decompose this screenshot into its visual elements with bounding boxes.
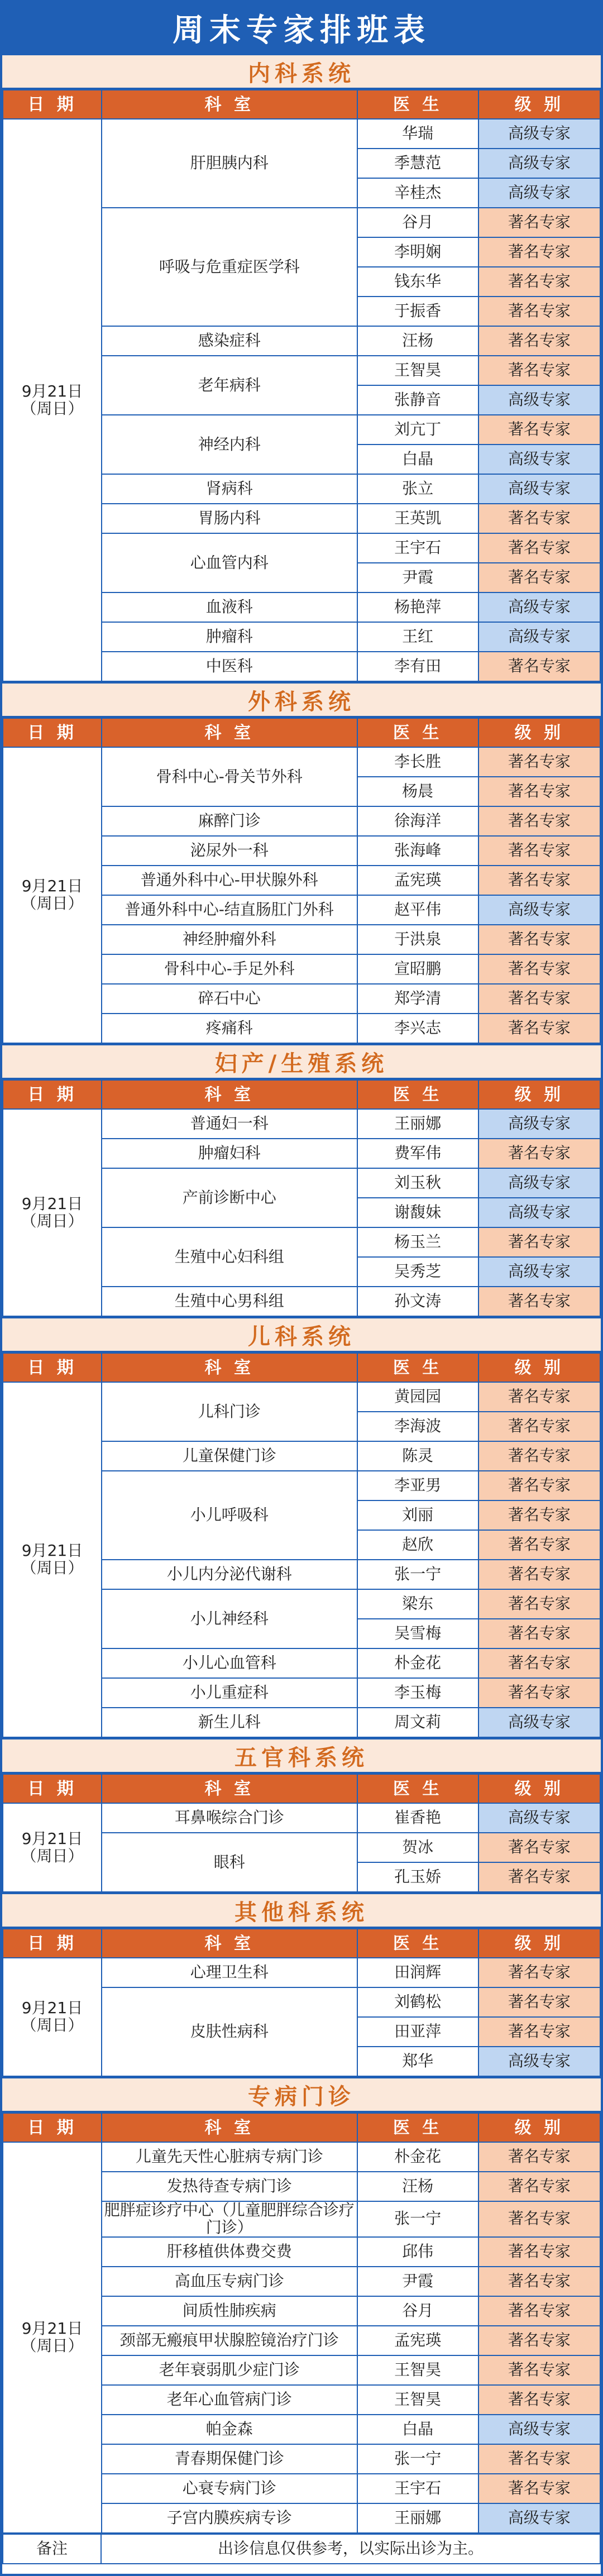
level-cell: 著名专家 (478, 1014, 600, 1043)
doctor-cell: 吴雪梅 (357, 1619, 478, 1648)
dept-cell: 小儿重症科 (102, 1678, 357, 1708)
footer-row (3, 2534, 600, 2564)
dept-header: 科 室 (102, 1774, 357, 1803)
section-title: 五官科系统 (2, 1738, 601, 1774)
level-cell: 著名专家 (478, 208, 600, 237)
doctor-header: 医 生 (357, 718, 478, 747)
dept-cell: 肥胖症诊疗中心（儿童肥胖综合诊疗门诊） (102, 2201, 357, 2237)
doctor-cell: 白晶 (357, 2415, 478, 2444)
doctor-cell: 钱东华 (357, 267, 478, 297)
level-cell: 著名专家 (478, 652, 600, 681)
level-cell: 著名专家 (478, 2385, 600, 2415)
level-cell: 著名专家 (478, 1987, 600, 2017)
sections-container (2, 54, 601, 2534)
level-cell: 高级专家 (478, 1708, 600, 1737)
level-cell: 著名专家 (478, 504, 600, 533)
level-cell: 高级专家 (478, 2415, 600, 2444)
date-cell: 9月21日 （周日） (3, 1958, 102, 2076)
level-cell: 著名专家 (478, 777, 600, 806)
section-table (2, 2113, 601, 2534)
dept-cell: 耳鼻喉综合门诊 (102, 1803, 357, 1833)
dept-cell: 帕金森 (102, 2415, 357, 2444)
doctor-cell: 王丽娜 (357, 2503, 478, 2533)
header-row (3, 718, 600, 747)
level-cell: 著名专家 (478, 2017, 600, 2047)
doctor-cell: 汪杨 (357, 2172, 478, 2201)
level-header: 级 别 (478, 1353, 600, 1382)
level-cell: 高级专家 (478, 385, 600, 415)
date-cell: 9月21日 （周日） (3, 1803, 102, 1892)
doctor-cell: 刘丽 (357, 1500, 478, 1530)
dept-cell: 肝移植供体费交费 (102, 2237, 357, 2267)
dept-cell: 心血管内科 (102, 533, 357, 592)
date-header: 日 期 (3, 2113, 102, 2142)
section-title: 专病门诊 (2, 2077, 601, 2113)
level-cell: 著名专家 (478, 1862, 600, 1892)
dept-cell: 生殖中心男科组 (102, 1287, 357, 1316)
dept-cell: 生殖中心妇科组 (102, 1227, 357, 1287)
doctor-cell: 华瑞 (357, 119, 478, 149)
dept-cell: 青春期保健门诊 (102, 2444, 357, 2474)
level-cell: 著名专家 (478, 237, 600, 267)
level-header: 级 别 (478, 718, 600, 747)
level-cell: 著名专家 (478, 2355, 600, 2385)
doctor-cell: 赵平伟 (357, 895, 478, 925)
level-header: 级 别 (478, 1774, 600, 1803)
level-cell: 著名专家 (478, 1958, 600, 1987)
section-table (2, 1928, 601, 2077)
dept-cell: 小儿内分泌代谢科 (102, 1560, 357, 1589)
doctor-cell: 李玉梅 (357, 1678, 478, 1708)
header-row (3, 90, 600, 119)
doctor-cell: 田润辉 (357, 1958, 478, 1987)
doctor-cell: 陈灵 (357, 1441, 478, 1471)
dept-cell: 高血压专病门诊 (102, 2267, 357, 2296)
header-row (3, 1080, 600, 1109)
level-header: 级 别 (478, 90, 600, 119)
doctor-cell: 费军伟 (357, 1139, 478, 1168)
section-table (2, 1352, 601, 1738)
dept-header: 科 室 (102, 2113, 357, 2142)
doctor-cell: 王智昊 (357, 2385, 478, 2415)
dept-cell: 中医科 (102, 652, 357, 681)
dept-cell: 老年衰弱肌少症门诊 (102, 2355, 357, 2385)
dept-cell: 眼科 (102, 1833, 357, 1892)
date-cell: 9月21日 （周日） (3, 747, 102, 1043)
level-header: 级 别 (478, 1080, 600, 1109)
level-cell: 著名专家 (478, 326, 600, 356)
doctor-cell: 尹霞 (357, 563, 478, 592)
level-cell: 高级专家 (478, 1257, 600, 1287)
level-cell: 高级专家 (478, 474, 600, 504)
doctor-cell: 汪杨 (357, 326, 478, 356)
doctor-cell: 李兴志 (357, 1014, 478, 1043)
doctor-cell: 梁东 (357, 1589, 478, 1619)
doctor-cell: 吴秀芝 (357, 1257, 478, 1287)
doctor-cell: 李亚男 (357, 1471, 478, 1500)
dept-header: 科 室 (102, 1080, 357, 1109)
dept-header: 科 室 (102, 1929, 357, 1958)
dept-cell: 普通外科中心-甲状腺外科 (102, 866, 357, 895)
doctor-cell: 孙文涛 (357, 1287, 478, 1316)
table-row (3, 119, 600, 149)
doctor-cell: 杨晨 (357, 777, 478, 806)
level-cell: 著名专家 (478, 1412, 600, 1441)
level-cell: 著名专家 (478, 2326, 600, 2355)
date-header: 日 期 (3, 1774, 102, 1803)
level-cell: 著名专家 (478, 2237, 600, 2267)
level-cell: 高级专家 (478, 2503, 600, 2533)
doctor-cell: 李明娴 (357, 237, 478, 267)
doctor-cell: 张立 (357, 474, 478, 504)
level-cell: 著名专家 (478, 2444, 600, 2474)
doctor-cell: 李海波 (357, 1412, 478, 1441)
date-cell: 9月21日 （周日） (3, 1382, 102, 1737)
dept-cell: 疼痛科 (102, 1014, 357, 1043)
dept-cell: 血液科 (102, 592, 357, 622)
level-cell: 高级专家 (478, 445, 600, 474)
level-cell: 著名专家 (478, 1441, 600, 1471)
level-cell: 著名专家 (478, 2296, 600, 2326)
footer-label: 备注 (3, 2534, 101, 2564)
dept-cell: 肝胆胰内科 (102, 119, 357, 208)
section-table (2, 1774, 601, 1892)
dept-cell: 心衰专病门诊 (102, 2474, 357, 2503)
doctor-cell: 郑学清 (357, 984, 478, 1014)
table-row (3, 1958, 600, 1987)
level-cell: 著名专家 (478, 1500, 600, 1530)
header-row (3, 1353, 600, 1382)
section-title: 内科系统 (2, 54, 601, 89)
dept-header: 科 室 (102, 718, 357, 747)
footer-text: 出诊信息仅供参考，以实际出诊为主。 (101, 2534, 600, 2564)
doctor-cell: 张一宁 (357, 1560, 478, 1589)
level-cell: 著名专家 (478, 984, 600, 1014)
dept-cell: 小儿心血管科 (102, 1648, 357, 1678)
doctor-cell: 季慧范 (357, 149, 478, 178)
dept-cell: 间质性肺疾病 (102, 2296, 357, 2326)
doctor-cell: 孟宪瑛 (357, 866, 478, 895)
doctor-cell: 白晶 (357, 445, 478, 474)
doctor-cell: 谢馥妹 (357, 1198, 478, 1227)
dept-cell: 皮肤性病科 (102, 1987, 357, 2076)
doctor-cell: 杨艳萍 (357, 592, 478, 622)
section-table (2, 718, 601, 1044)
level-cell: 著名专家 (478, 1139, 600, 1168)
dept-header: 科 室 (102, 90, 357, 119)
level-cell: 著名专家 (478, 747, 600, 777)
level-cell: 著名专家 (478, 954, 600, 984)
header-row (3, 1929, 600, 1958)
dept-cell: 颈部无瘢痕甲状腺腔镜治疗门诊 (102, 2326, 357, 2355)
dept-cell: 肿瘤科 (102, 622, 357, 652)
dept-cell: 麻醉门诊 (102, 806, 357, 836)
doctor-cell: 朴金花 (357, 2142, 478, 2172)
dept-cell: 肾病科 (102, 474, 357, 504)
section-title: 其他科系统 (2, 1892, 601, 1928)
doctor-cell: 辛桂杰 (357, 178, 478, 208)
level-cell: 高级专家 (478, 622, 600, 652)
doctor-cell: 张一宁 (357, 2201, 478, 2237)
doctor-cell: 于振香 (357, 297, 478, 326)
doctor-cell: 邱伟 (357, 2237, 478, 2267)
doctor-header: 医 生 (357, 90, 478, 119)
level-header: 级 别 (478, 2113, 600, 2142)
dept-cell: 骨科中心-骨关节外科 (102, 747, 357, 806)
level-cell: 著名专家 (478, 563, 600, 592)
doctor-cell: 徐海洋 (357, 806, 478, 836)
doctor-cell: 贺冰 (357, 1833, 478, 1862)
page-title: 周末专家排班表 (2, 2, 601, 54)
doctor-cell: 李长胜 (357, 747, 478, 777)
doctor-cell: 孔玉娇 (357, 1862, 478, 1892)
doctor-cell: 赵欣 (357, 1530, 478, 1560)
header-row (3, 1774, 600, 1803)
dept-cell: 儿童保健门诊 (102, 1441, 357, 1471)
doctor-cell: 谷月 (357, 208, 478, 237)
date-header: 日 期 (3, 1080, 102, 1109)
dept-cell: 老年病科 (102, 356, 357, 415)
doctor-cell: 张一宁 (357, 2444, 478, 2474)
level-cell: 著名专家 (478, 267, 600, 297)
date-header: 日 期 (3, 1353, 102, 1382)
doctor-cell: 刘玉秋 (357, 1168, 478, 1198)
dept-header: 科 室 (102, 1353, 357, 1382)
level-cell: 著名专家 (478, 1382, 600, 1412)
level-cell: 著名专家 (478, 2201, 600, 2237)
dept-cell: 儿科门诊 (102, 1382, 357, 1441)
section-table (2, 1079, 601, 1317)
doctor-cell: 尹霞 (357, 2267, 478, 2296)
doctor-cell: 谷月 (357, 2296, 478, 2326)
doctor-cell: 黄园园 (357, 1382, 478, 1412)
doctor-cell: 孟宪瑛 (357, 2326, 478, 2355)
dept-cell: 神经内科 (102, 415, 357, 474)
level-cell: 高级专家 (478, 1109, 600, 1139)
header-row (3, 2113, 600, 2142)
level-cell: 著名专家 (478, 1833, 600, 1862)
doctor-header: 医 生 (357, 1080, 478, 1109)
level-cell: 高级专家 (478, 592, 600, 622)
date-cell: 9月21日 （周日） (3, 1109, 102, 1316)
doctor-cell: 王宇石 (357, 533, 478, 563)
doctor-cell: 王智昊 (357, 2355, 478, 2385)
date-header: 日 期 (3, 718, 102, 747)
level-cell: 著名专家 (478, 2142, 600, 2172)
date-cell: 9月21日 （周日） (3, 119, 102, 681)
level-cell: 著名专家 (478, 2267, 600, 2296)
level-cell: 高级专家 (478, 1198, 600, 1227)
level-cell: 著名专家 (478, 1227, 600, 1257)
doctor-cell: 杨玉兰 (357, 1227, 478, 1257)
level-cell: 著名专家 (478, 1678, 600, 1708)
dept-cell: 普通外科中心-结直肠肛门外科 (102, 895, 357, 925)
level-cell: 著名专家 (478, 2172, 600, 2201)
dept-cell: 普通妇一科 (102, 1109, 357, 1139)
doctor-cell: 刘亢丁 (357, 415, 478, 445)
doctor-cell: 宣昭鹏 (357, 954, 478, 984)
level-cell: 著名专家 (478, 836, 600, 866)
dept-cell: 小儿呼吸科 (102, 1471, 357, 1560)
section-table (2, 89, 601, 682)
level-cell: 高级专家 (478, 149, 600, 178)
level-header: 级 别 (478, 1929, 600, 1958)
level-cell: 高级专家 (478, 1803, 600, 1833)
doctor-cell: 张海峰 (357, 836, 478, 866)
doctor-cell: 刘鹤松 (357, 1987, 478, 2017)
level-cell: 著名专家 (478, 806, 600, 836)
section-title: 儿科系统 (2, 1317, 601, 1352)
dept-cell: 老年心血管病门诊 (102, 2385, 357, 2415)
dept-cell: 呼吸与危重症医学科 (102, 208, 357, 326)
doctor-cell: 王丽娜 (357, 1109, 478, 1139)
table-row (3, 2142, 600, 2172)
section-title: 妇产/生殖系统 (2, 1044, 601, 1079)
doctor-cell: 张静音 (357, 385, 478, 415)
doctor-cell: 崔香艳 (357, 1803, 478, 1833)
dept-cell: 泌尿外一科 (102, 836, 357, 866)
table-row (3, 747, 600, 777)
date-header: 日 期 (3, 1929, 102, 1958)
dept-cell: 产前诊断中心 (102, 1168, 357, 1227)
footer-table (2, 2534, 601, 2564)
level-cell: 著名专家 (478, 533, 600, 563)
dept-cell: 发热待查专病门诊 (102, 2172, 357, 2201)
doctor-cell: 王宇石 (357, 2474, 478, 2503)
level-cell: 著名专家 (478, 1619, 600, 1648)
level-cell: 著名专家 (478, 1471, 600, 1500)
doctor-cell: 王英凯 (357, 504, 478, 533)
level-cell: 高级专家 (478, 119, 600, 149)
table-row (3, 1109, 600, 1139)
dept-cell: 儿童先天性心脏病专病门诊 (102, 2142, 357, 2172)
dept-cell: 小儿神经科 (102, 1589, 357, 1648)
section-title: 外科系统 (2, 682, 601, 718)
dept-cell: 碎石中心 (102, 984, 357, 1014)
level-cell: 著名专家 (478, 297, 600, 326)
dept-cell: 新生儿科 (102, 1708, 357, 1737)
level-cell: 著名专家 (478, 1560, 600, 1589)
level-cell: 著名专家 (478, 356, 600, 385)
table-row (3, 1803, 600, 1833)
date-header: 日 期 (3, 90, 102, 119)
doctor-header: 医 生 (357, 1774, 478, 1803)
doctor-cell: 田亚萍 (357, 2017, 478, 2047)
level-cell: 高级专家 (478, 1168, 600, 1198)
doctor-cell: 王智昊 (357, 356, 478, 385)
doctor-cell: 王红 (357, 622, 478, 652)
table-row (3, 1382, 600, 1412)
level-cell: 高级专家 (478, 2047, 600, 2076)
dept-cell: 心理卫生科 (102, 1958, 357, 1987)
dept-cell: 骨科中心-手足外科 (102, 954, 357, 984)
dept-cell: 神经肿瘤外科 (102, 925, 357, 954)
level-cell: 著名专家 (478, 1648, 600, 1678)
level-cell: 著名专家 (478, 925, 600, 954)
level-cell: 著名专家 (478, 1589, 600, 1619)
dept-cell: 肿瘤妇科 (102, 1139, 357, 1168)
doctor-cell: 李有田 (357, 652, 478, 681)
doctor-cell: 郑华 (357, 2047, 478, 2076)
dept-cell: 子宫内膜疾病专诊 (102, 2503, 357, 2533)
level-cell: 著名专家 (478, 866, 600, 895)
dept-cell: 胃肠内科 (102, 504, 357, 533)
doctor-header: 医 生 (357, 1929, 478, 1958)
dept-cell: 感染症科 (102, 326, 357, 356)
doctor-cell: 朴金花 (357, 1648, 478, 1678)
date-cell: 9月21日 （周日） (3, 2142, 102, 2533)
doctor-cell: 周文莉 (357, 1708, 478, 1737)
doctor-header: 医 生 (357, 1353, 478, 1382)
doctor-cell: 于洪泉 (357, 925, 478, 954)
doctor-header: 医 生 (357, 2113, 478, 2142)
level-cell: 著名专家 (478, 415, 600, 445)
level-cell: 高级专家 (478, 895, 600, 925)
level-cell: 著名专家 (478, 2474, 600, 2503)
level-cell: 著名专家 (478, 1530, 600, 1560)
level-cell: 高级专家 (478, 178, 600, 208)
level-cell: 著名专家 (478, 1287, 600, 1316)
